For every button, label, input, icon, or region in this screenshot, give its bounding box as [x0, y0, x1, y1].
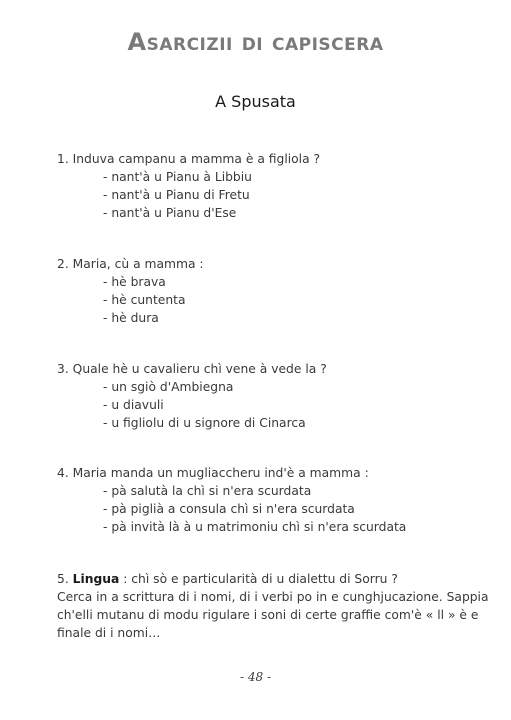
question-5-line: ch'elli mutanu di modu rigulare i soni di certe graffie com'è « ll » è e	[57, 608, 479, 622]
page-title: Asarcizii di capiscera	[127, 28, 384, 56]
answer-option: - hè cuntenta	[103, 293, 186, 307]
answer-option: - hè dura	[103, 311, 159, 325]
question-5-line: finale di i nomi…	[57, 626, 161, 640]
question-5-keyword: Lingua	[72, 572, 120, 586]
question-text: 2. Maria, cù a mamma :	[57, 257, 204, 271]
answer-option: - un sgiò d'Ambiegna	[103, 380, 234, 394]
question-3	[57, 360, 327, 432]
answer-option: - hè brava	[103, 275, 166, 289]
question-5	[57, 570, 489, 642]
answer-option: - pà salutà la chì si n'era scurdata	[103, 484, 312, 498]
question-5-intro: : chì sò e particularità di u dialettu di Sorru ?	[119, 572, 398, 586]
question-2	[57, 255, 204, 327]
question-5-number: 5.	[57, 572, 69, 586]
answer-option: - nant'à u Pianu d'Ese	[103, 206, 237, 220]
question-5-heading	[57, 570, 457, 588]
question-1	[57, 150, 320, 222]
answer-option: - u diavuli	[103, 398, 164, 412]
question-5-line: Cerca in a scrittura di i nomi, di i verbi po in e cunghjucazione. Sappia	[57, 590, 489, 604]
section-subtitle: A Spusata	[215, 92, 296, 111]
question-text: 1. Induva campanu a mamma è a figliola ?	[57, 152, 321, 166]
question-text: 4. Maria manda un mugliaccheru ind'è a mamma :	[57, 466, 369, 480]
page-number: - 48 -	[239, 670, 271, 684]
answer-option: - pà invità là à u matrimoniu chì si n'era scurdata	[103, 520, 407, 534]
answer-option: - nant'à u Pianu di Fretu	[103, 188, 250, 202]
answer-option: - u figliolu di u signore di Cinarca	[103, 416, 306, 430]
question-text: 3. Quale hè u cavalieru chì vene à vede la ?	[57, 362, 327, 376]
answer-option: - nant'à u Pianu à Libbiu	[103, 170, 252, 184]
answer-option: - pà piglià a consula chì si n'era scurdata	[103, 502, 355, 516]
question-4	[57, 464, 406, 536]
